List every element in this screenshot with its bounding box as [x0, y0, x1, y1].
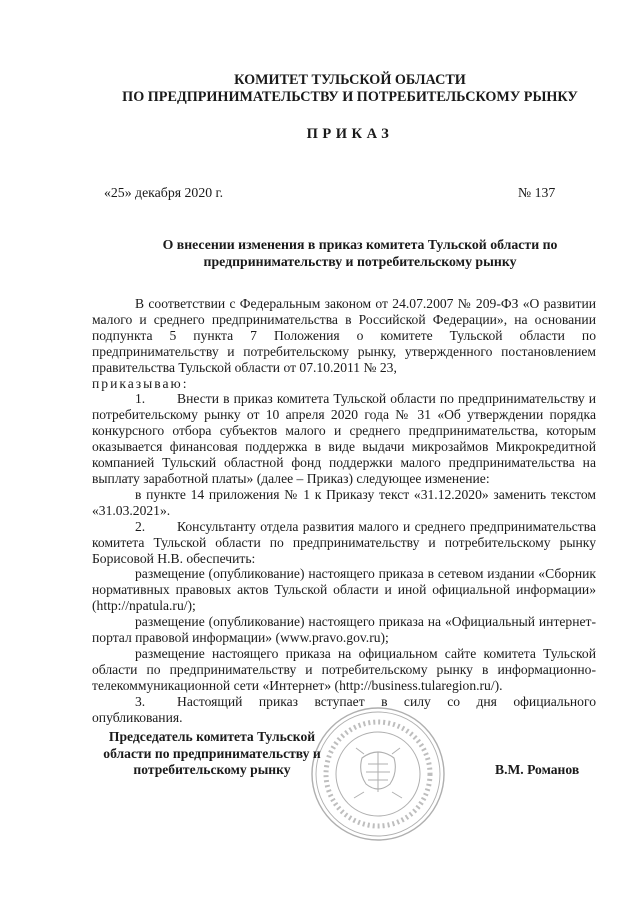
order-subject	[90, 236, 630, 270]
item-1-number: 1.	[135, 391, 146, 407]
item-1-text: Внести в приказ комитета Тульской области по предпринимательству и потребительскому рынку от 10 апреля 2020 года № 31 «Об утверждении порядка конкурсного отбора субъектов малого и среднего предпринимательства, которым оказывается финансовая поддержка в виде выдачи микрозаймов Микрокредитной компанией Тульский областной фонд поддержки малого предпринимательства на выплату заработной платы» (далее – Приказ) следующее изменение:	[92, 391, 596, 486]
item-2-number: 2.	[135, 518, 146, 534]
item-1-subparagraph: в пункте 14 приложения № 1 к Приказу текст «31.12.2020» заменить текстом «31.03.2021».	[92, 486, 596, 518]
signatory-title-line-2: области по предпринимательству и	[103, 745, 321, 761]
intro-text: В соответствии с Федеральным законом от 24.07.2007 № 209-ФЗ «О развитии малого и среднего предпринимательства в Российской Федерации», на основании подпункта 5 пункта 7 Положения о комитете Тульской области по предпринимательству и потребительскому рынку, утвержденного постановлением правительства Тульской области от 07.10.2011 № 23,	[92, 296, 596, 375]
signatory-title-line-1: Председатель комитета Тульской	[108, 729, 316, 744]
item-2-subparagraph-a: размещение (опубликование) настоящего приказа в сетевом издании «Сборник нормативных правовых актов Тульской области и иной официальной информации» (http://npatula.ru/);	[92, 566, 596, 614]
subject-line-1: О внесении изменения в приказ комитета Тульской области по	[162, 237, 558, 252]
item-1	[92, 391, 596, 486]
order-number: № 137	[518, 185, 556, 200]
decree-word: приказываю:	[92, 375, 189, 391]
signatory-name: В.М. Романов	[495, 762, 580, 777]
issuer-line-2: ПО ПРЕДПРИНИМАТЕЛЬСТВУ И ПОТРЕБИТЕЛЬСКОМУ РЫНКУ	[122, 89, 578, 105]
item-2-subparagraph-c: размещение настоящего приказа на официальном сайте комитета Тульской области по предпринимательству и потребительскому рынку в информационно-телекоммуникационной сети «Интернет» (http://business.tularegion.ru/).	[92, 645, 596, 693]
item-2-subparagraph-b: размещение (опубликование) настоящего приказа на «Официальный интернет-портал правовой информации» (www.pravo.gov.ru);	[92, 614, 596, 646]
order-date: «25» декабря 2020 г.	[104, 185, 224, 200]
issuer-header	[60, 72, 640, 106]
item-2	[92, 519, 596, 567]
item-2-text: Консультанту отдела развития малого и среднего предпринимательства комитета Тульской области по предпринимательству и потребительскому рынку Борисовой Н.В. обеспечить:	[92, 518, 596, 566]
signatory-title	[92, 729, 332, 779]
signatory-title-line-3: потребительскому рынку	[133, 762, 291, 777]
document-type-title: ПРИКАЗ	[306, 126, 394, 142]
order-body	[92, 296, 596, 725]
item-3-number: 3.	[135, 693, 146, 709]
intro-paragraph	[92, 296, 596, 376]
issuer-line-1: КОМИТЕТ ТУЛЬСКОЙ ОБЛАСТИ	[234, 72, 466, 88]
subject-line-2: предпринимательству и потребительскому рынку	[203, 254, 517, 269]
item-3-text: Настоящий приказ вступает в силу со дня официального опубликования.	[92, 693, 596, 725]
